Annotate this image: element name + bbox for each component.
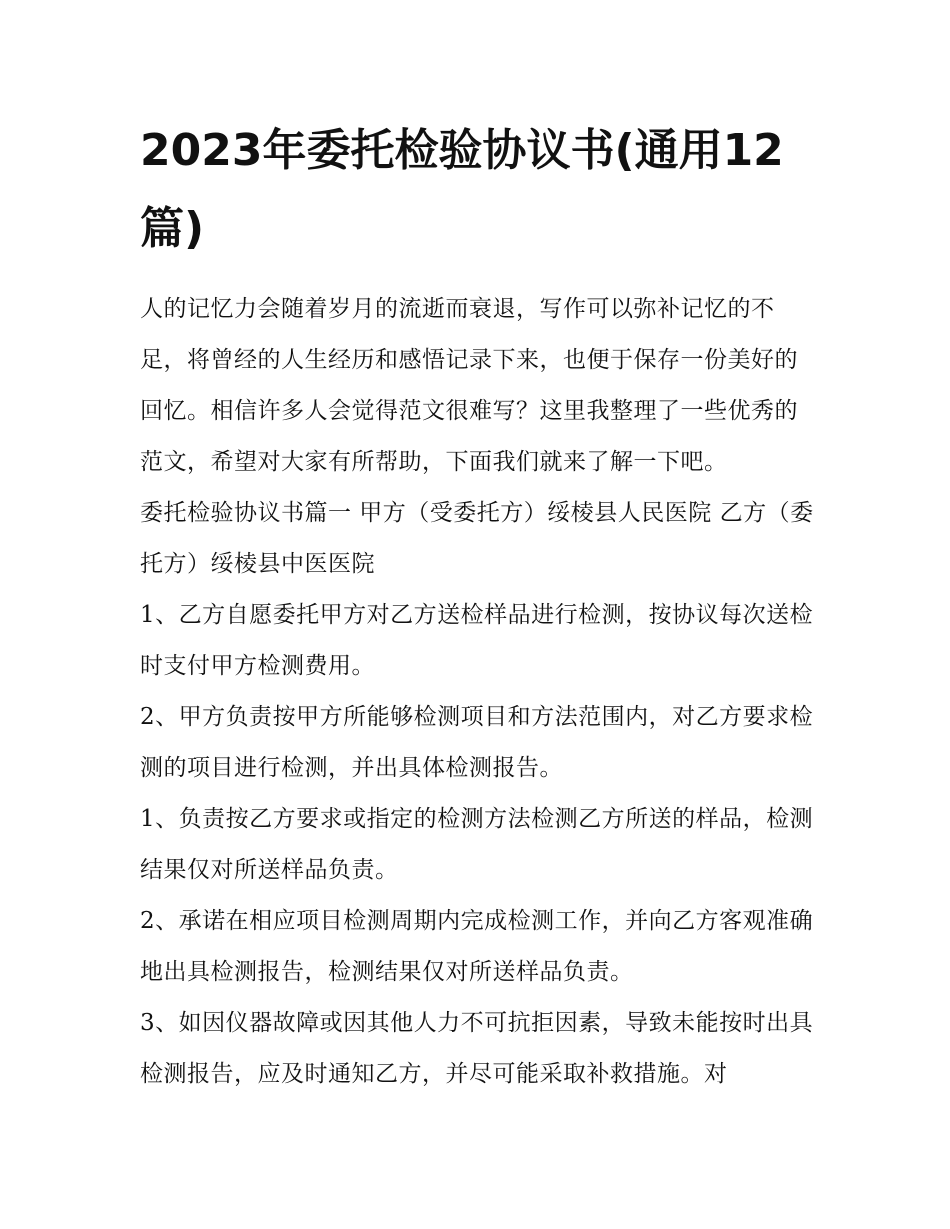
paragraph-clause-a2: 2、承诺在相应项目检测周期内完成检测工作，并向乙方客观准确地出具检测报告，检测结果仅对所送样品负责。 xyxy=(140,908,814,985)
paragraph-clause-a3: 3、如因仪器故障或因其他人力不可抗拒因素，导致未能按时出具检测报告，应及时通知乙方，并尽可能采取补救措施。对 xyxy=(140,1010,814,1087)
paragraph-intro: 人的记忆力会随着岁月的流逝而衰退，写作可以弥补记忆的不足，将曾经的人生经历和感悟记录下来，也便于保存一份美好的回忆。相信许多人会觉得范文很难写？这里我整理了一些优秀的范文，希望对大家有所帮助，下面我们就来了解一下吧。 xyxy=(140,296,798,475)
paragraph-clause-b1: 1、乙方自愿委托甲方对乙方送检样品进行检测，按协议每次送检时支付甲方检测费用。 xyxy=(140,602,814,679)
document-title: 2023年委托检验协议书(通用12篇) xyxy=(140,125,784,254)
paragraph-clause-b2: 2、甲方负责按甲方所能够检测项目和方法范围内，对乙方要求检测的项目进行检测，并出具体检测报告。 xyxy=(140,704,814,781)
document-page xyxy=(140,112,820,1100)
paragraph-clause-a1: 1、负责按乙方要求或指定的检测方法检测乙方所送的样品，检测结果仅对所送样品负责。 xyxy=(140,806,814,883)
paragraph-parties: 委托检验协议书篇一 甲方（受委托方）绥棱县人民医院 乙方（委托方）绥棱县中医医院 xyxy=(140,500,814,577)
